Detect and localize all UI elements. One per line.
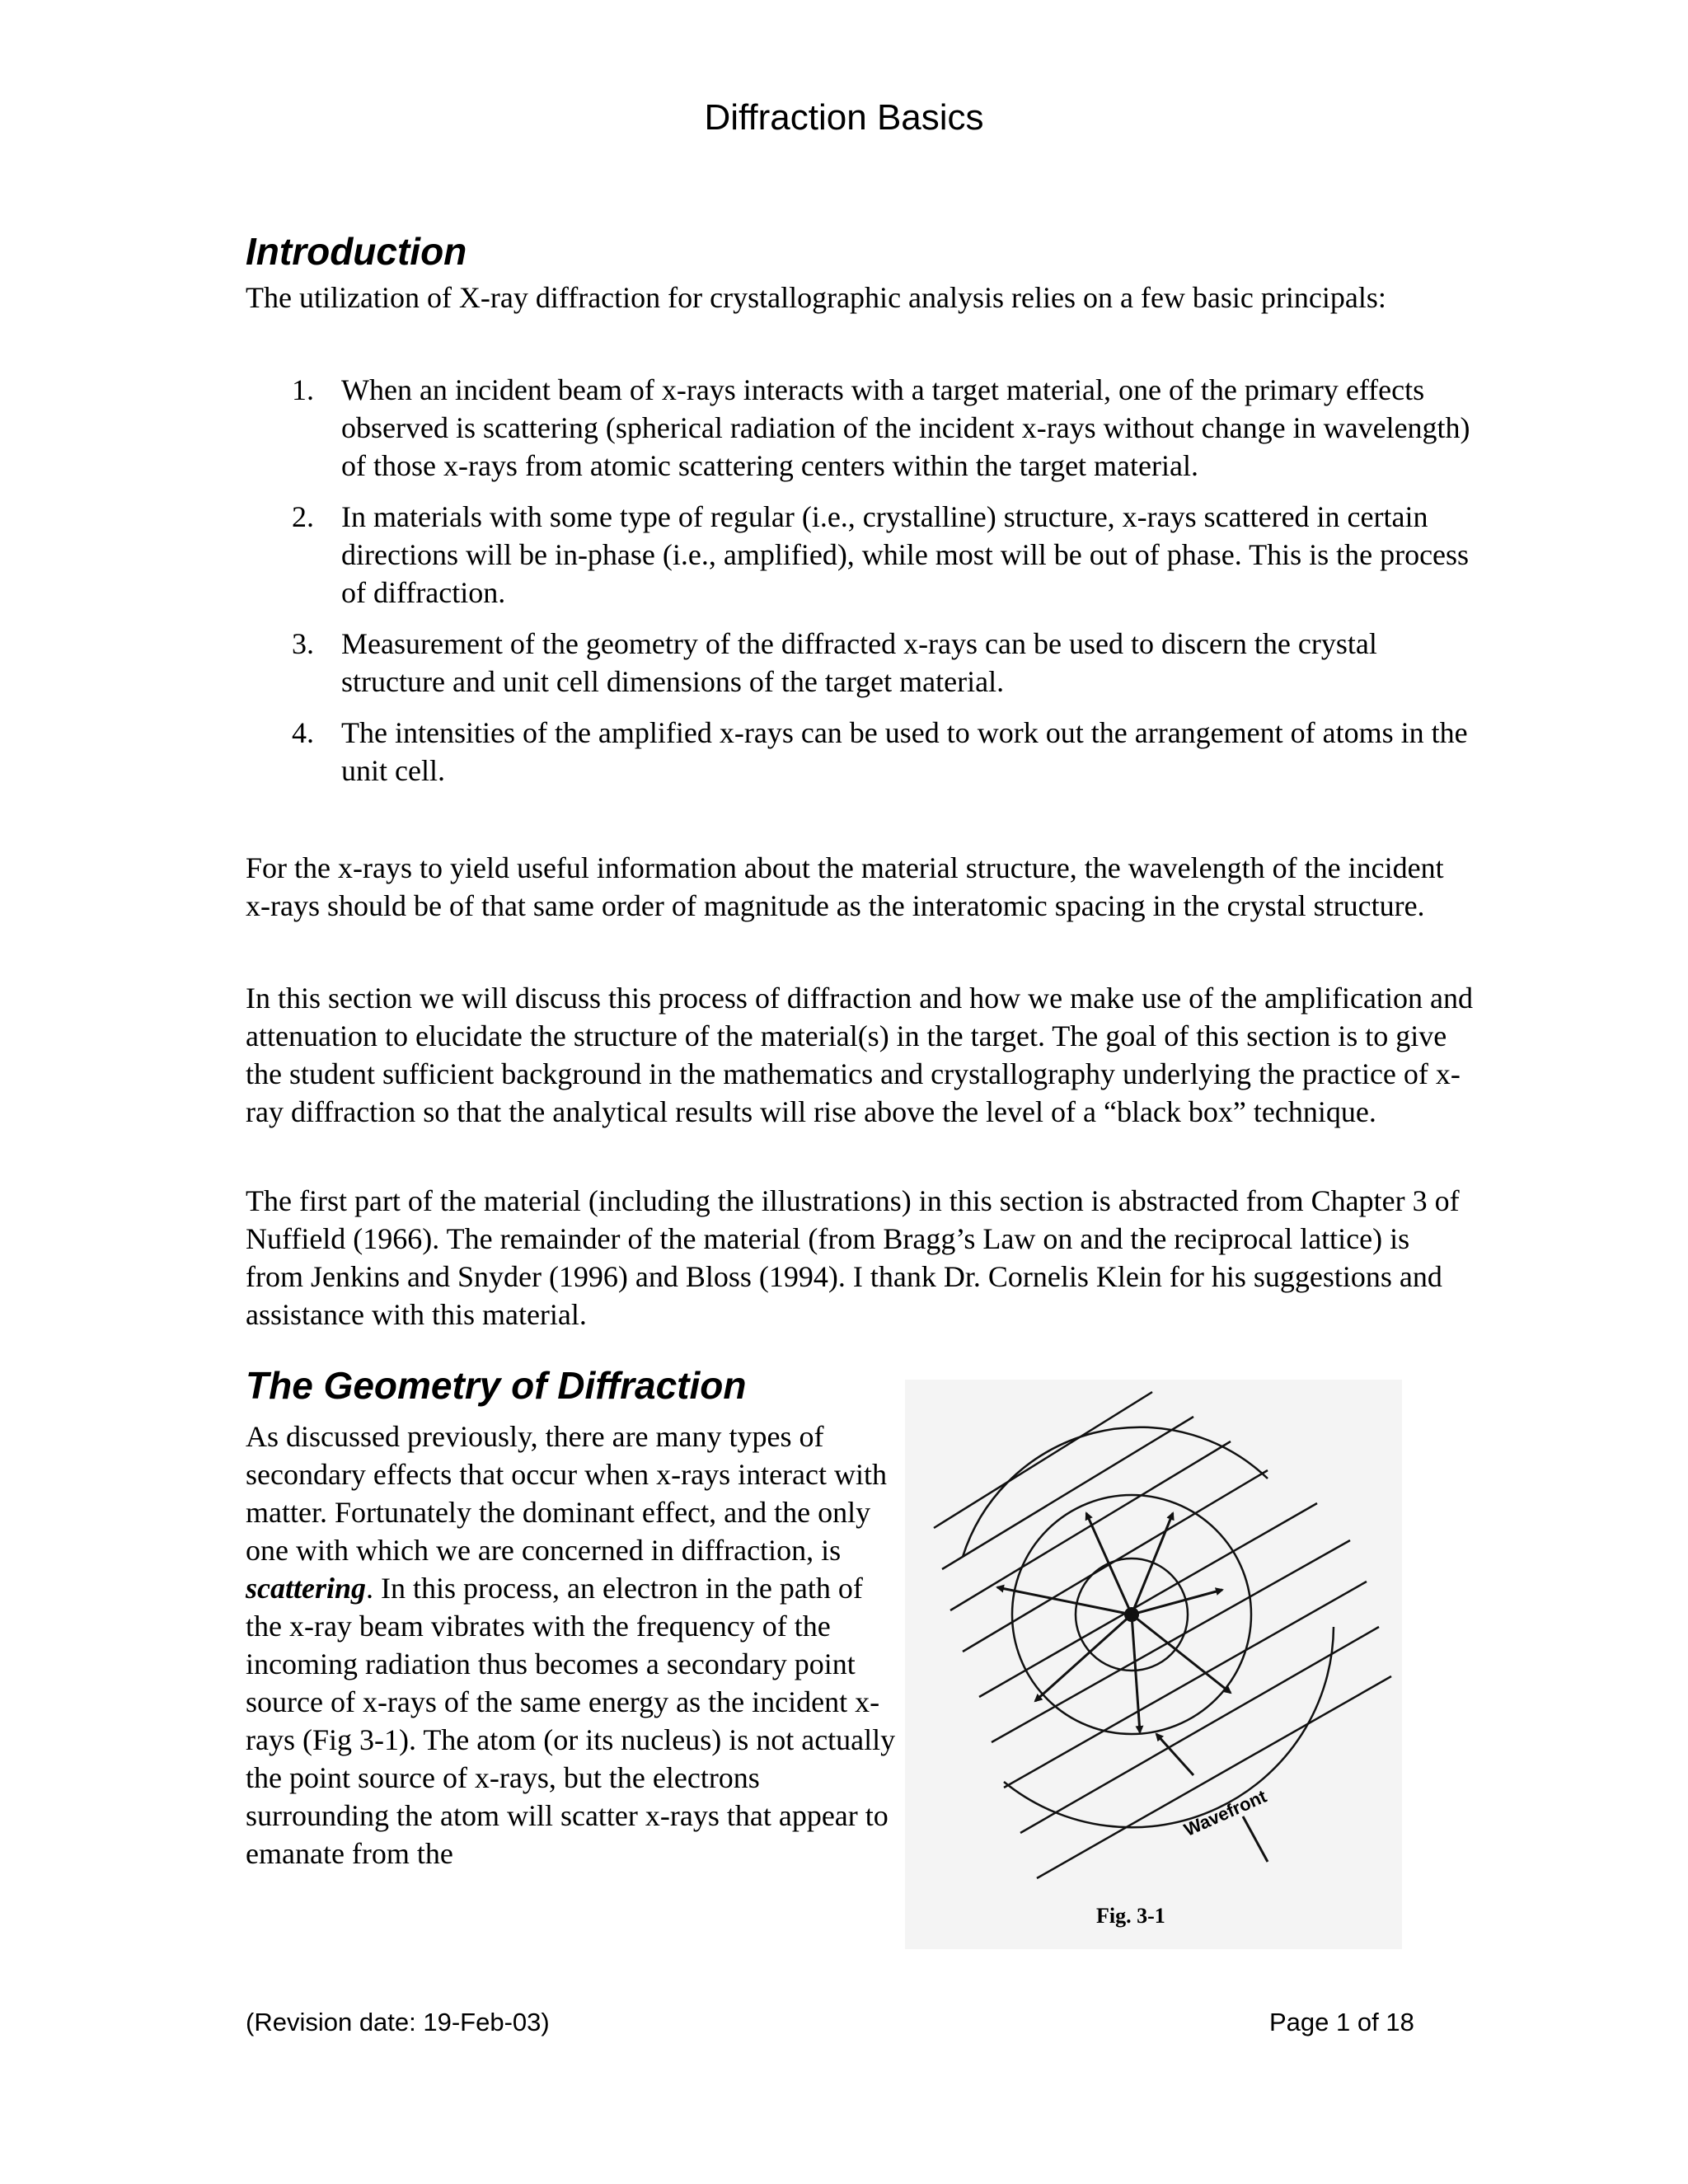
list-item	[246, 498, 1482, 612]
figure-caption: Fig. 3-1	[1096, 1904, 1165, 1928]
list-number: 3.	[292, 627, 314, 660]
list-item-text: When an incident beam of x-rays interacts with a target material, one of the primary effects observed is scattering (spherical radiation of the incident x-rays without change in wavelength) of those x-rays from atomic scattering centers within the target material.	[341, 373, 1470, 482]
wavefront-label: Wavefront	[1180, 1785, 1270, 1840]
geometry-paragraph	[246, 1418, 905, 1872]
sources-paragraph: The first part of the material (including the illustrations) in this section is abstracted from Chapter 3 of Nuffield (1966). The remainder of the material (from Bragg’s Law on and the reciprocal lattice) is from Jenkins and Snyder (1996) and Bloss (1994). I thank Dr. Cornelis Klein for his suggestions and assistance with this material.	[246, 1184, 1460, 1331]
list-number: 1.	[292, 373, 314, 406]
page-header-title: Diffraction Basics	[704, 97, 984, 138]
scattering-diagram	[905, 1380, 1402, 1949]
introduction-lead: The utilization of X-ray diffraction for crystallographic analysis relies on a few basic principals:	[246, 281, 1386, 314]
list-number: 2.	[292, 500, 314, 533]
wavelength-paragraph: For the x-rays to yield useful information about the material structure, the wavelength of the incident x-rays should be of that same order of magnitude as the interatomic spacing in the crystal structure.	[246, 851, 1444, 922]
geometry-text-before: As discussed previously, there are many types of secondary effects that occur when x-rays interact with matter. Fortunately the dominant effect, and the only one with which we are concerned in diffraction, is	[246, 1420, 888, 1567]
introduction-heading: Introduction	[246, 230, 467, 273]
list-item-text: Measurement of the geometry of the diffracted x-rays can be used to discern the crystal structure and unit cell dimensions of the target material.	[341, 627, 1377, 698]
revision-date: (Revision date: 19-Feb-03)	[246, 2008, 550, 2036]
section-goal-paragraph: In this section we will discuss this process of diffraction and how we make use of the amplification and attenuation to elucidate the structure of the material(s) in the target. The goal of this section is to give the student sufficient background in the mathematics and crystallography underlying the practice of x-ray diffraction so that the analytical results will rise above the level of a “black box” technique.	[246, 982, 1473, 1128]
scattering-emphasis: scattering	[246, 1572, 367, 1605]
geometry-heading: The Geometry of Diffraction	[246, 1364, 747, 1407]
principles-list	[246, 371, 1482, 803]
list-number: 4.	[292, 716, 314, 749]
figure-scattering-diagram	[905, 1380, 1402, 1949]
list-item-text: In materials with some type of regular (i.e., crystalline) structure, x-rays scattered in certain directions will be in-phase (i.e., amplified), while most will be out of phase. This is the process of diffraction.	[341, 500, 1470, 609]
list-item-text: The intensities of the amplified x-rays can be used to work out the arrangement of atoms in the unit cell.	[341, 716, 1468, 787]
list-item	[246, 625, 1482, 701]
page-number: Page 1 of 18	[1269, 2008, 1414, 2036]
geometry-text-after: . In this process, an electron in the path of the x-ray beam vibrates with the frequency of the incoming radiation thus becomes a secondary point source of x-rays of the same energy as the incident x-rays (Fig 3-1). The atom (or its nucleus) is not actually the point source of x-rays, but the electrons surrounding the atom will scatter x-rays that appear to emanate from the	[246, 1572, 896, 1870]
list-item	[246, 714, 1482, 790]
list-item	[246, 371, 1482, 485]
